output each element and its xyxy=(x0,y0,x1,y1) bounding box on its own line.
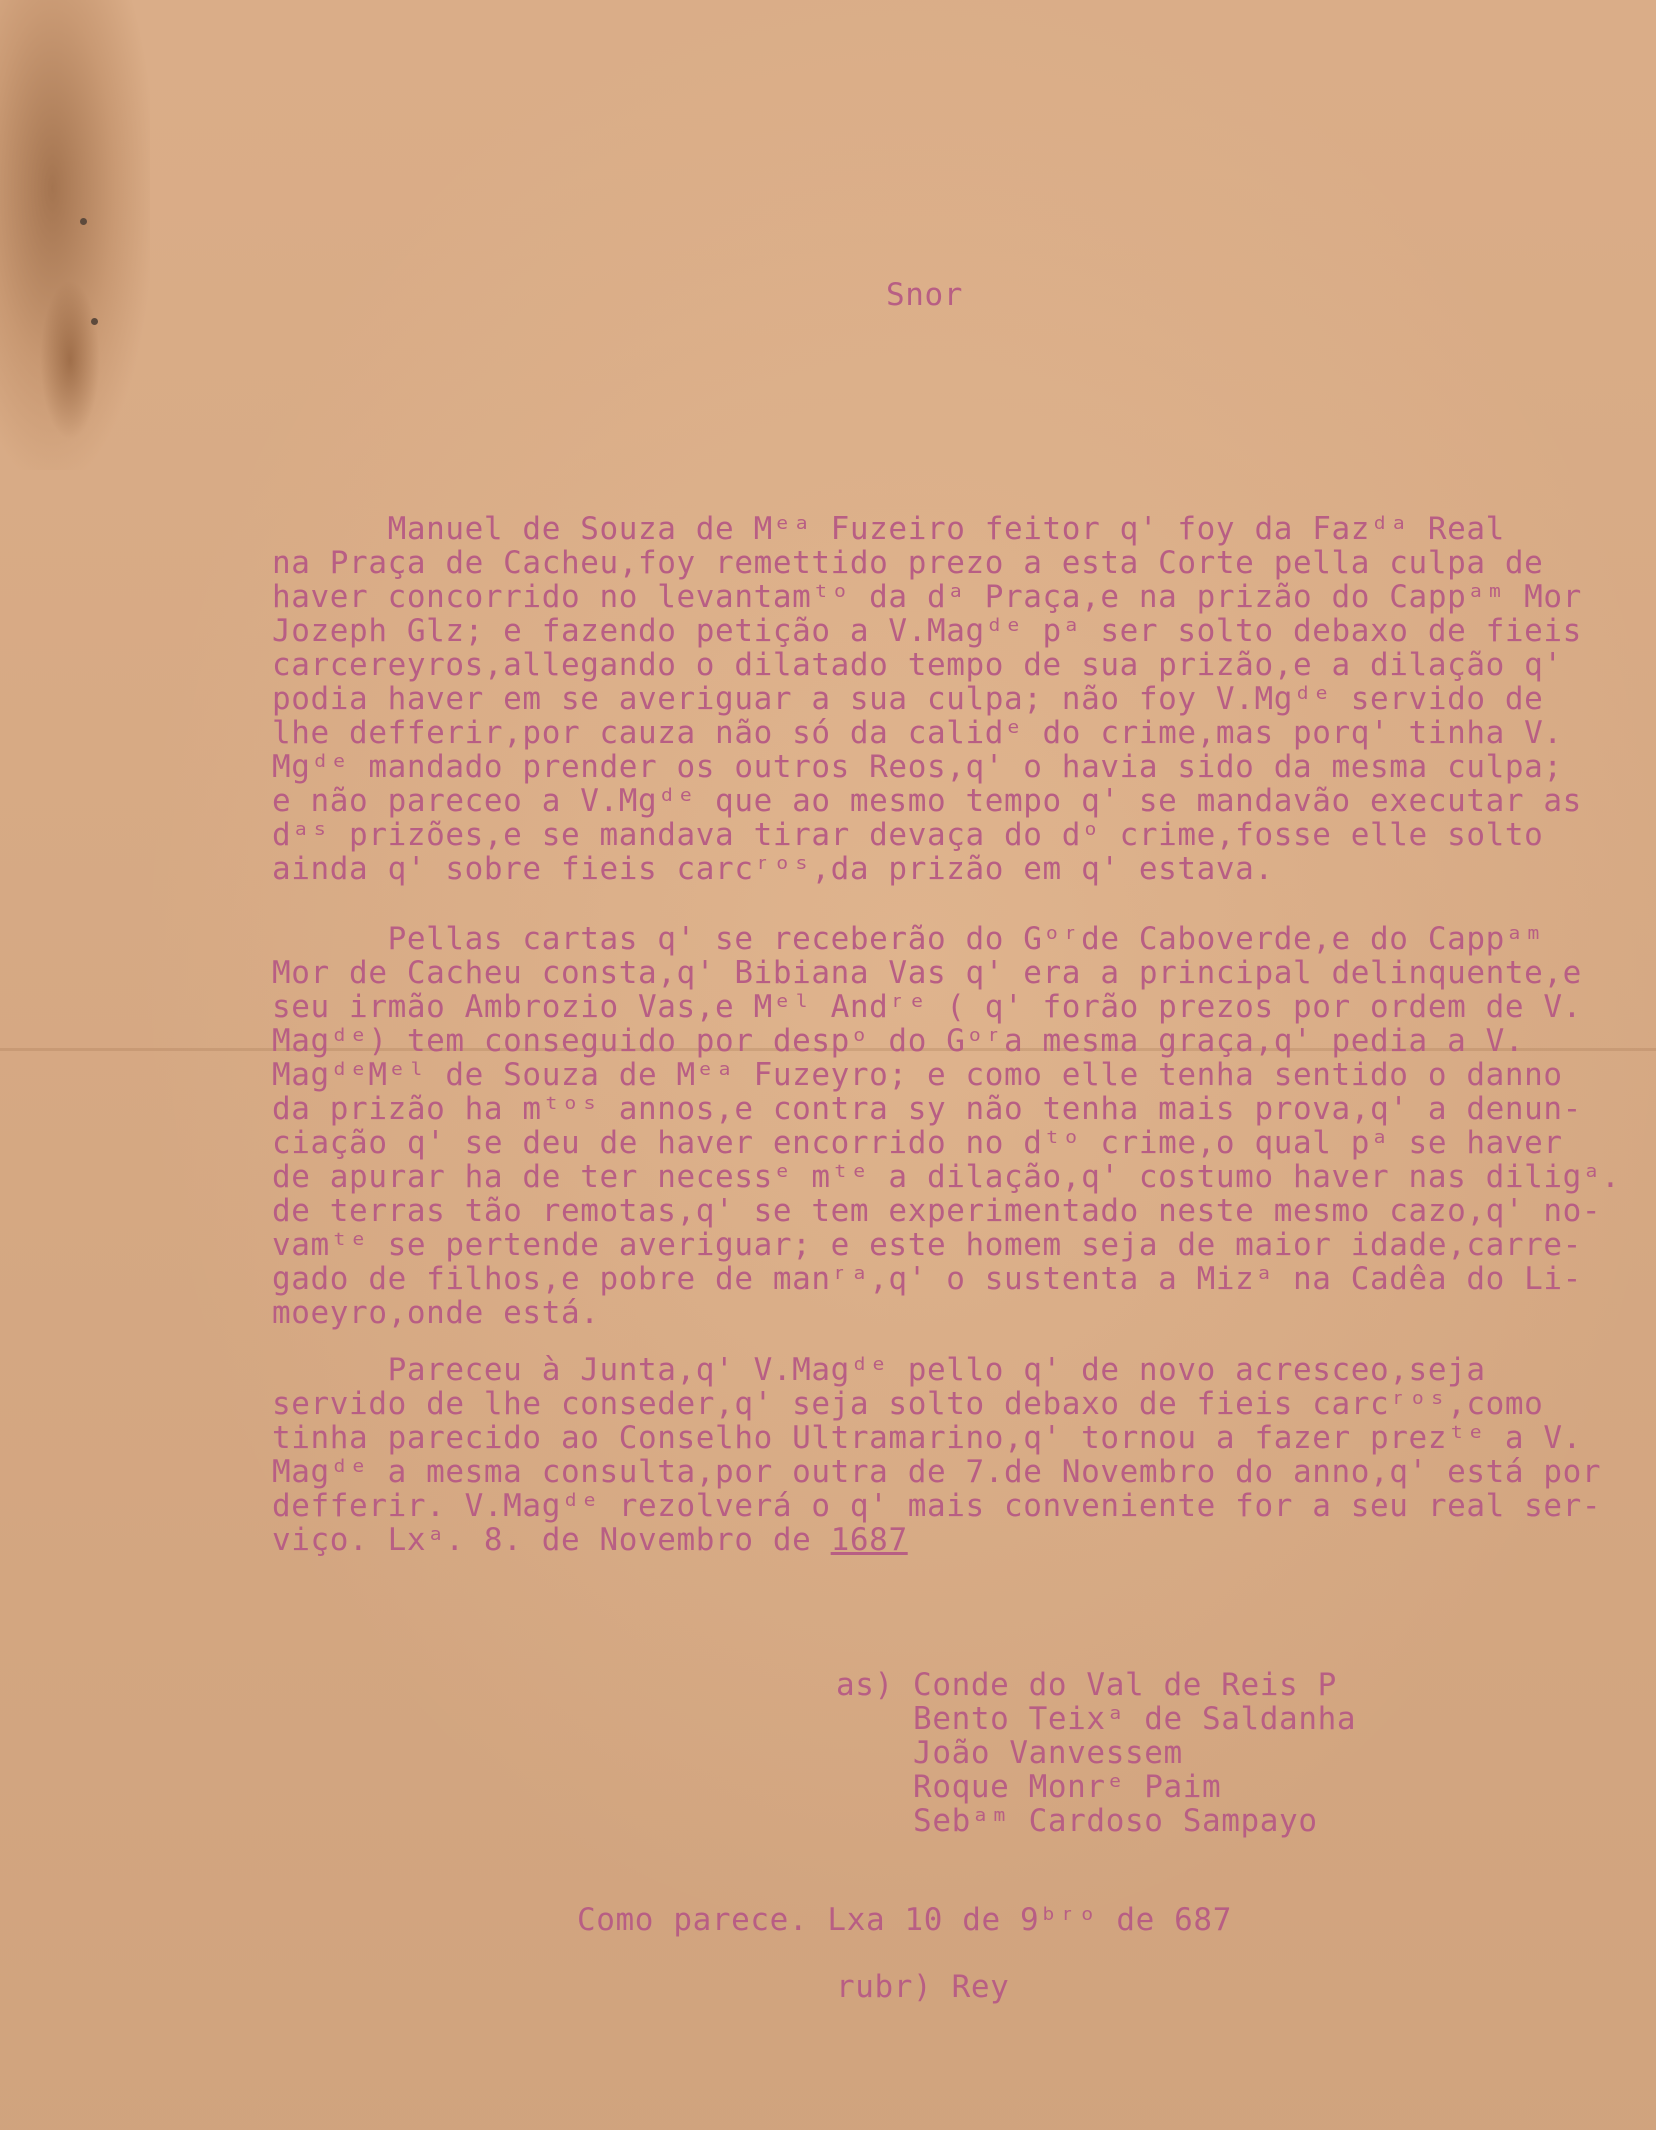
document-year: 1687 xyxy=(830,1522,908,1558)
water-stain-dark xyxy=(40,280,100,440)
paragraph-1: Manuel de Souza de Mᵉᵃ Fuzeiro feitor q' foy da Fazᵈᵃ Real na Praça de Cacheu,foy remettido prezo a esta Corte pella culpa de haver concorrido no levantamᵗᵒ da dᵃ Praça,e na prizão do Cappᵃᵐ Mor Jozeph Glz; e fazendo petição a V.Magᵈᵉ pᵃ ser solto debaxo de fieis carcereyros,allegando o dilatado tempo de sua prizão,e a dilação q' podia haver em se averiguar a sua culpa; não foy V.Mgᵈᵉ servido de lhe defferir,por cauza não só da calidᵉ do crime,mas porq' tinha V. Mgᵈᵉ mandado prender os outros Reos,q' o havia sido da mesma culpa; e não pareceo a V.Mgᵈᵉ que ao mesmo tempo q' se mandavão executar as dᵃˢ prizões,e se mandava tirar devaça do dᵒ crime,fosse elle solto ainda q' sobre fieis carcʳᵒˢ,da prizão em q' estava. xyxy=(272,511,1582,887)
despacho-line: Como parece. Lxa 10 de 9ᵇʳᵒ de 687 xyxy=(577,1902,1232,1938)
paragraph-3 xyxy=(272,1353,1601,1557)
signature-line: Bento Teixᵃ de Saldanha xyxy=(836,1701,1357,1737)
paragraph-3-text: Pareceu à Junta,q' V.Magᵈᵉ pello q' de novo acresceo,seja servido de lhe conseder,q' seja solto debaxo de fieis carcʳᵒˢ,como tinha parecido ao Conselho Ultramarino,q' tornou a fazer prezᵗᵉ a V. Magᵈᵉ a mesma consulta,por outra de 7.de Novembro do anno,q' está por defferir. V.Magᵈᵉ rezolverá o q' mais conveniente for a seu real ser- viço. Lxᵃ. 8. de Novembro de xyxy=(272,1352,1602,1558)
paragraph-2: Pellas cartas q' se receberão do Gᵒʳde Caboverde,e do Cappᵃᵐ Mor de Cacheu consta,q' Bibiana Vas q' era a principal delinquente,e seu irmão Ambrozio Vas,e Mᵉˡ Andʳᵉ ( q' forão prezos por ordem de V. Magᵈᵉ) tem conseguido por despᵒ do Gᵒʳa mesma graça,q' pedia a V. MagᵈᵉMᵉˡ de Souza de Mᵉᵃ Fuzeyro; e como elle tenha sentido o danno da prizão ha mᵗᵒˢ annos,e contra sy não tenha mais prova,q' a denun- ciação q' se deu de haver encorrido no dᵗᵒ crime,o qual pᵃ se haver de apurar ha de ter necessᵉ mᵗᵉ a dilação,q' costumo haver nas diligᵃ. de terras tão remotas,q' se tem experimentado neste mesmo cazo,q' no- vamᵗᵉ se pertende averiguar; e este homem seja de maior idade,carre- gado de filhos,e pobre de manʳᵃ,q' o sustenta a Mizᵃ na Cadêa do Li- moeyro,onde está. xyxy=(272,921,1621,1331)
salutation: Snor xyxy=(886,277,964,313)
signature-line: Roque Monrᵉ Paim xyxy=(836,1769,1222,1805)
signature-line: as) Conde do Val de Reis P xyxy=(836,1667,1337,1703)
punch-hole xyxy=(91,318,98,325)
rubrica-line: rubr) Rey xyxy=(836,1969,1010,2005)
signature-block xyxy=(836,1668,1356,1838)
signature-line: Sebᵃᵐ Cardoso Sampayo xyxy=(836,1803,1318,1839)
signature-line: João Vanvessem xyxy=(836,1735,1183,1771)
punch-hole xyxy=(80,218,87,225)
